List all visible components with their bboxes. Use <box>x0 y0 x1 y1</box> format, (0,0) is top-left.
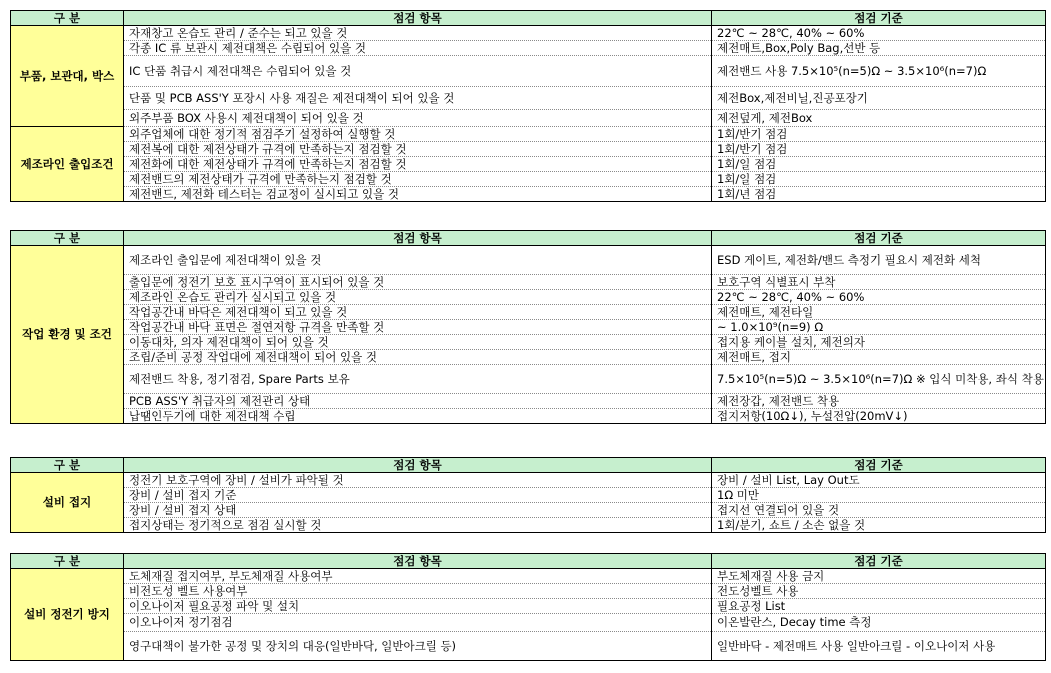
table-row <box>11 569 1046 584</box>
table-row <box>11 488 1046 503</box>
category-cell: 설비 정전기 방지 <box>11 569 124 661</box>
table-header-row <box>11 11 1046 26</box>
criteria-cell: 제전Box,제전비닐,진공포장기 <box>712 87 1046 110</box>
table-row <box>11 503 1046 518</box>
table-row <box>11 320 1046 335</box>
item-cell: 납땜인두기에 대한 제전대책 수립 <box>124 409 712 424</box>
table-row <box>11 599 1046 614</box>
category-cell: 제조라인 출입조건 <box>11 127 124 202</box>
table-row <box>11 157 1046 172</box>
criteria-cell: 접지선 연결되어 있을 것 <box>712 503 1046 518</box>
criteria-cell: 7.5×10⁵(n=5)Ω ~ 3.5×10⁶(n=7)Ω ※ 입식 미착용, 좌식 착용 <box>712 365 1046 394</box>
item-cell: 작업공간내 바닥 표면은 절연저항 규격을 만족할 것 <box>124 320 712 335</box>
table-row <box>11 335 1046 350</box>
header-item: 점검 항목 <box>124 458 712 473</box>
item-cell: 제전화에 대한 제전상태가 규격에 만족하는지 점검할 것 <box>124 157 712 172</box>
header-category: 구 분 <box>11 11 124 26</box>
table-row <box>11 614 1046 632</box>
item-cell: 제전밴드의 제전상태가 규격에 만족하는지 점검할 것 <box>124 172 712 187</box>
item-cell: 제전복에 대한 제전상태가 규격에 만족하는지 점검할 것 <box>124 142 712 157</box>
criteria-cell: 22℃ ~ 28℃, 40% ~ 60% <box>712 26 1046 41</box>
table-row <box>11 127 1046 142</box>
table-row <box>11 142 1046 157</box>
table-row <box>11 518 1046 533</box>
item-cell: 영구대책이 불가한 공정 및 장치의 대응(일반바닥, 일반아크릴 등) <box>124 632 712 661</box>
item-cell: 제조라인 출입문에 제전대책이 있을 것 <box>124 246 712 275</box>
criteria-cell: 22℃ ~ 28℃, 40% ~ 60% <box>712 290 1046 305</box>
esd-check-table-1 <box>10 10 1046 202</box>
table-row <box>11 87 1046 110</box>
table-row <box>11 290 1046 305</box>
table-row <box>11 246 1046 275</box>
item-cell: 제전밴드, 제전화 테스터는 검교정이 실시되고 있을 것 <box>124 187 712 202</box>
item-cell: 제전밴드 착용, 정기점검, Spare Parts 보유 <box>124 365 712 394</box>
table-row <box>11 41 1046 56</box>
category-cell: 작업 환경 및 조건 <box>11 246 124 424</box>
item-cell: 장비 / 설비 접지 기준 <box>124 488 712 503</box>
header-criteria: 점검 기준 <box>712 458 1046 473</box>
table-header-row <box>11 231 1046 246</box>
table-row <box>11 365 1046 394</box>
criteria-cell: 제전매트, 제전타일 <box>712 305 1046 320</box>
criteria-cell: 접지용 케이블 설치, 제전의자 <box>712 335 1046 350</box>
esd-check-table-3 <box>10 457 1046 533</box>
header-criteria: 점검 기준 <box>712 554 1046 569</box>
header-category: 구 분 <box>11 458 124 473</box>
table-row <box>11 26 1046 41</box>
item-cell: PCB ASS'Y 취급자의 제전관리 상태 <box>124 394 712 409</box>
item-cell: 작업공간내 바닥은 제전대책이 되고 있을 것 <box>124 305 712 320</box>
table-row <box>11 394 1046 409</box>
header-item: 점검 항목 <box>124 554 712 569</box>
criteria-cell <box>712 632 1046 661</box>
item-cell: 비전도성 벨트 사용여부 <box>124 584 712 599</box>
header-category: 구 분 <box>11 231 124 246</box>
table-row <box>11 275 1046 290</box>
criteria-cell: 제전덮게, 제전Box <box>712 110 1046 127</box>
criteria-cell: 이온발란스, Decay time 측정 <box>712 614 1046 632</box>
item-cell: 이동대차, 의자 제전대책이 되어 있을 것 <box>124 335 712 350</box>
criteria-cell: 1회/년 점검 <box>712 187 1046 202</box>
item-cell: 자재창고 온습도 관리 / 준수는 되고 있을 것 <box>124 26 712 41</box>
item-cell: 정전기 보호구역에 장비 / 설비가 파악될 것 <box>124 473 712 488</box>
criteria-cell: 필요공정 List <box>712 599 1046 614</box>
criteria-cell: 제전밴드 사용 7.5×10⁵(n=5)Ω ~ 3.5×10⁶(n=7)Ω <box>712 56 1046 87</box>
criteria-cell: 1회/일 점검 <box>712 172 1046 187</box>
header-category: 구 분 <box>11 554 124 569</box>
item-cell: 출입문에 정전기 보호 표시구역이 표시되어 있을 것 <box>124 275 712 290</box>
criteria-cell: 제전장갑, 제전밴드 착용 <box>712 394 1046 409</box>
item-cell: 접지상태는 정기적으로 점검 실시할 것 <box>124 518 712 533</box>
item-cell: 도체재질 접지여부, 부도체재질 사용여부 <box>124 569 712 584</box>
table-row <box>11 172 1046 187</box>
category-cell: 설비 접지 <box>11 473 124 533</box>
criteria-cell: 부도체재질 사용 금지 <box>712 569 1046 584</box>
category-cell: 부품, 보관대, 박스 <box>11 26 124 127</box>
criteria-line: 일반바닥 - 제전매트 사용 일반아크릴 - 이오나이저 사용 <box>717 638 996 653</box>
item-cell: 이오나이저 정기점검 <box>124 614 712 632</box>
criteria-cell: 1회/일 점검 <box>712 157 1046 172</box>
criteria-cell: 1회/반기 점검 <box>712 142 1046 157</box>
criteria-cell: ESD 게이트, 제전화/밴드 측정기 필요시 제전화 세척 <box>712 246 1046 275</box>
criteria-cell: 제전매트, 접지 <box>712 350 1046 365</box>
criteria-cell: 1회/반기 점검 <box>712 127 1046 142</box>
table-row <box>11 110 1046 127</box>
table-row <box>11 187 1046 202</box>
criteria-cell: 접지저항(10Ω↓), 누설전압(20mV↓) <box>712 409 1046 424</box>
header-criteria: 점검 기준 <box>712 11 1046 26</box>
esd-check-table-2 <box>10 230 1046 424</box>
item-cell: 장비 / 설비 접지 상태 <box>124 503 712 518</box>
table-row <box>11 632 1046 661</box>
item-cell: 이오나이저 필요공정 파악 및 설치 <box>124 599 712 614</box>
table-row <box>11 409 1046 424</box>
item-cell: IC 단품 취급시 제전대책은 수립되어 있을 것 <box>124 56 712 87</box>
criteria-cell: 1Ω 미만 <box>712 488 1046 503</box>
criteria-cell: 장비 / 설비 List, Lay Out도 <box>712 473 1046 488</box>
header-item: 점검 항목 <box>124 231 712 246</box>
item-cell: 단품 및 PCB ASS'Y 포장시 사용 재질은 제전대책이 되어 있을 것 <box>124 87 712 110</box>
item-cell: 제조라인 온습도 관리가 실시되고 있을 것 <box>124 290 712 305</box>
criteria-cell: 전도성벨트 사용 <box>712 584 1046 599</box>
table-header-row <box>11 458 1046 473</box>
item-cell: 각종 IC 류 보관시 제전대책은 수립되어 있을 것 <box>124 41 712 56</box>
table-header-row <box>11 554 1046 569</box>
item-cell: 외주부품 BOX 사용시 제전대책이 되어 있을 것 <box>124 110 712 127</box>
criteria-cell: 보호구역 식별표시 부착 <box>712 275 1046 290</box>
table-row <box>11 305 1046 320</box>
criteria-cell: 1회/분기, 쇼트 / 소손 없을 것 <box>712 518 1046 533</box>
esd-check-table-4 <box>10 553 1046 661</box>
table-row <box>11 584 1046 599</box>
table-row <box>11 473 1046 488</box>
criteria-cell: ~ 1.0×10⁹(n=9) Ω <box>712 320 1046 335</box>
item-cell: 외주업체에 대한 정기적 점검주기 설정하여 실행할 것 <box>124 127 712 142</box>
table-row <box>11 350 1046 365</box>
criteria-cell: 제전매트,Box,Poly Bag,선반 등 <box>712 41 1046 56</box>
table-row <box>11 56 1046 87</box>
header-criteria: 점검 기준 <box>712 231 1046 246</box>
header-item: 점검 항목 <box>124 11 712 26</box>
item-cell: 조립/준비 공정 작업대에 제전대책이 되어 있을 것 <box>124 350 712 365</box>
